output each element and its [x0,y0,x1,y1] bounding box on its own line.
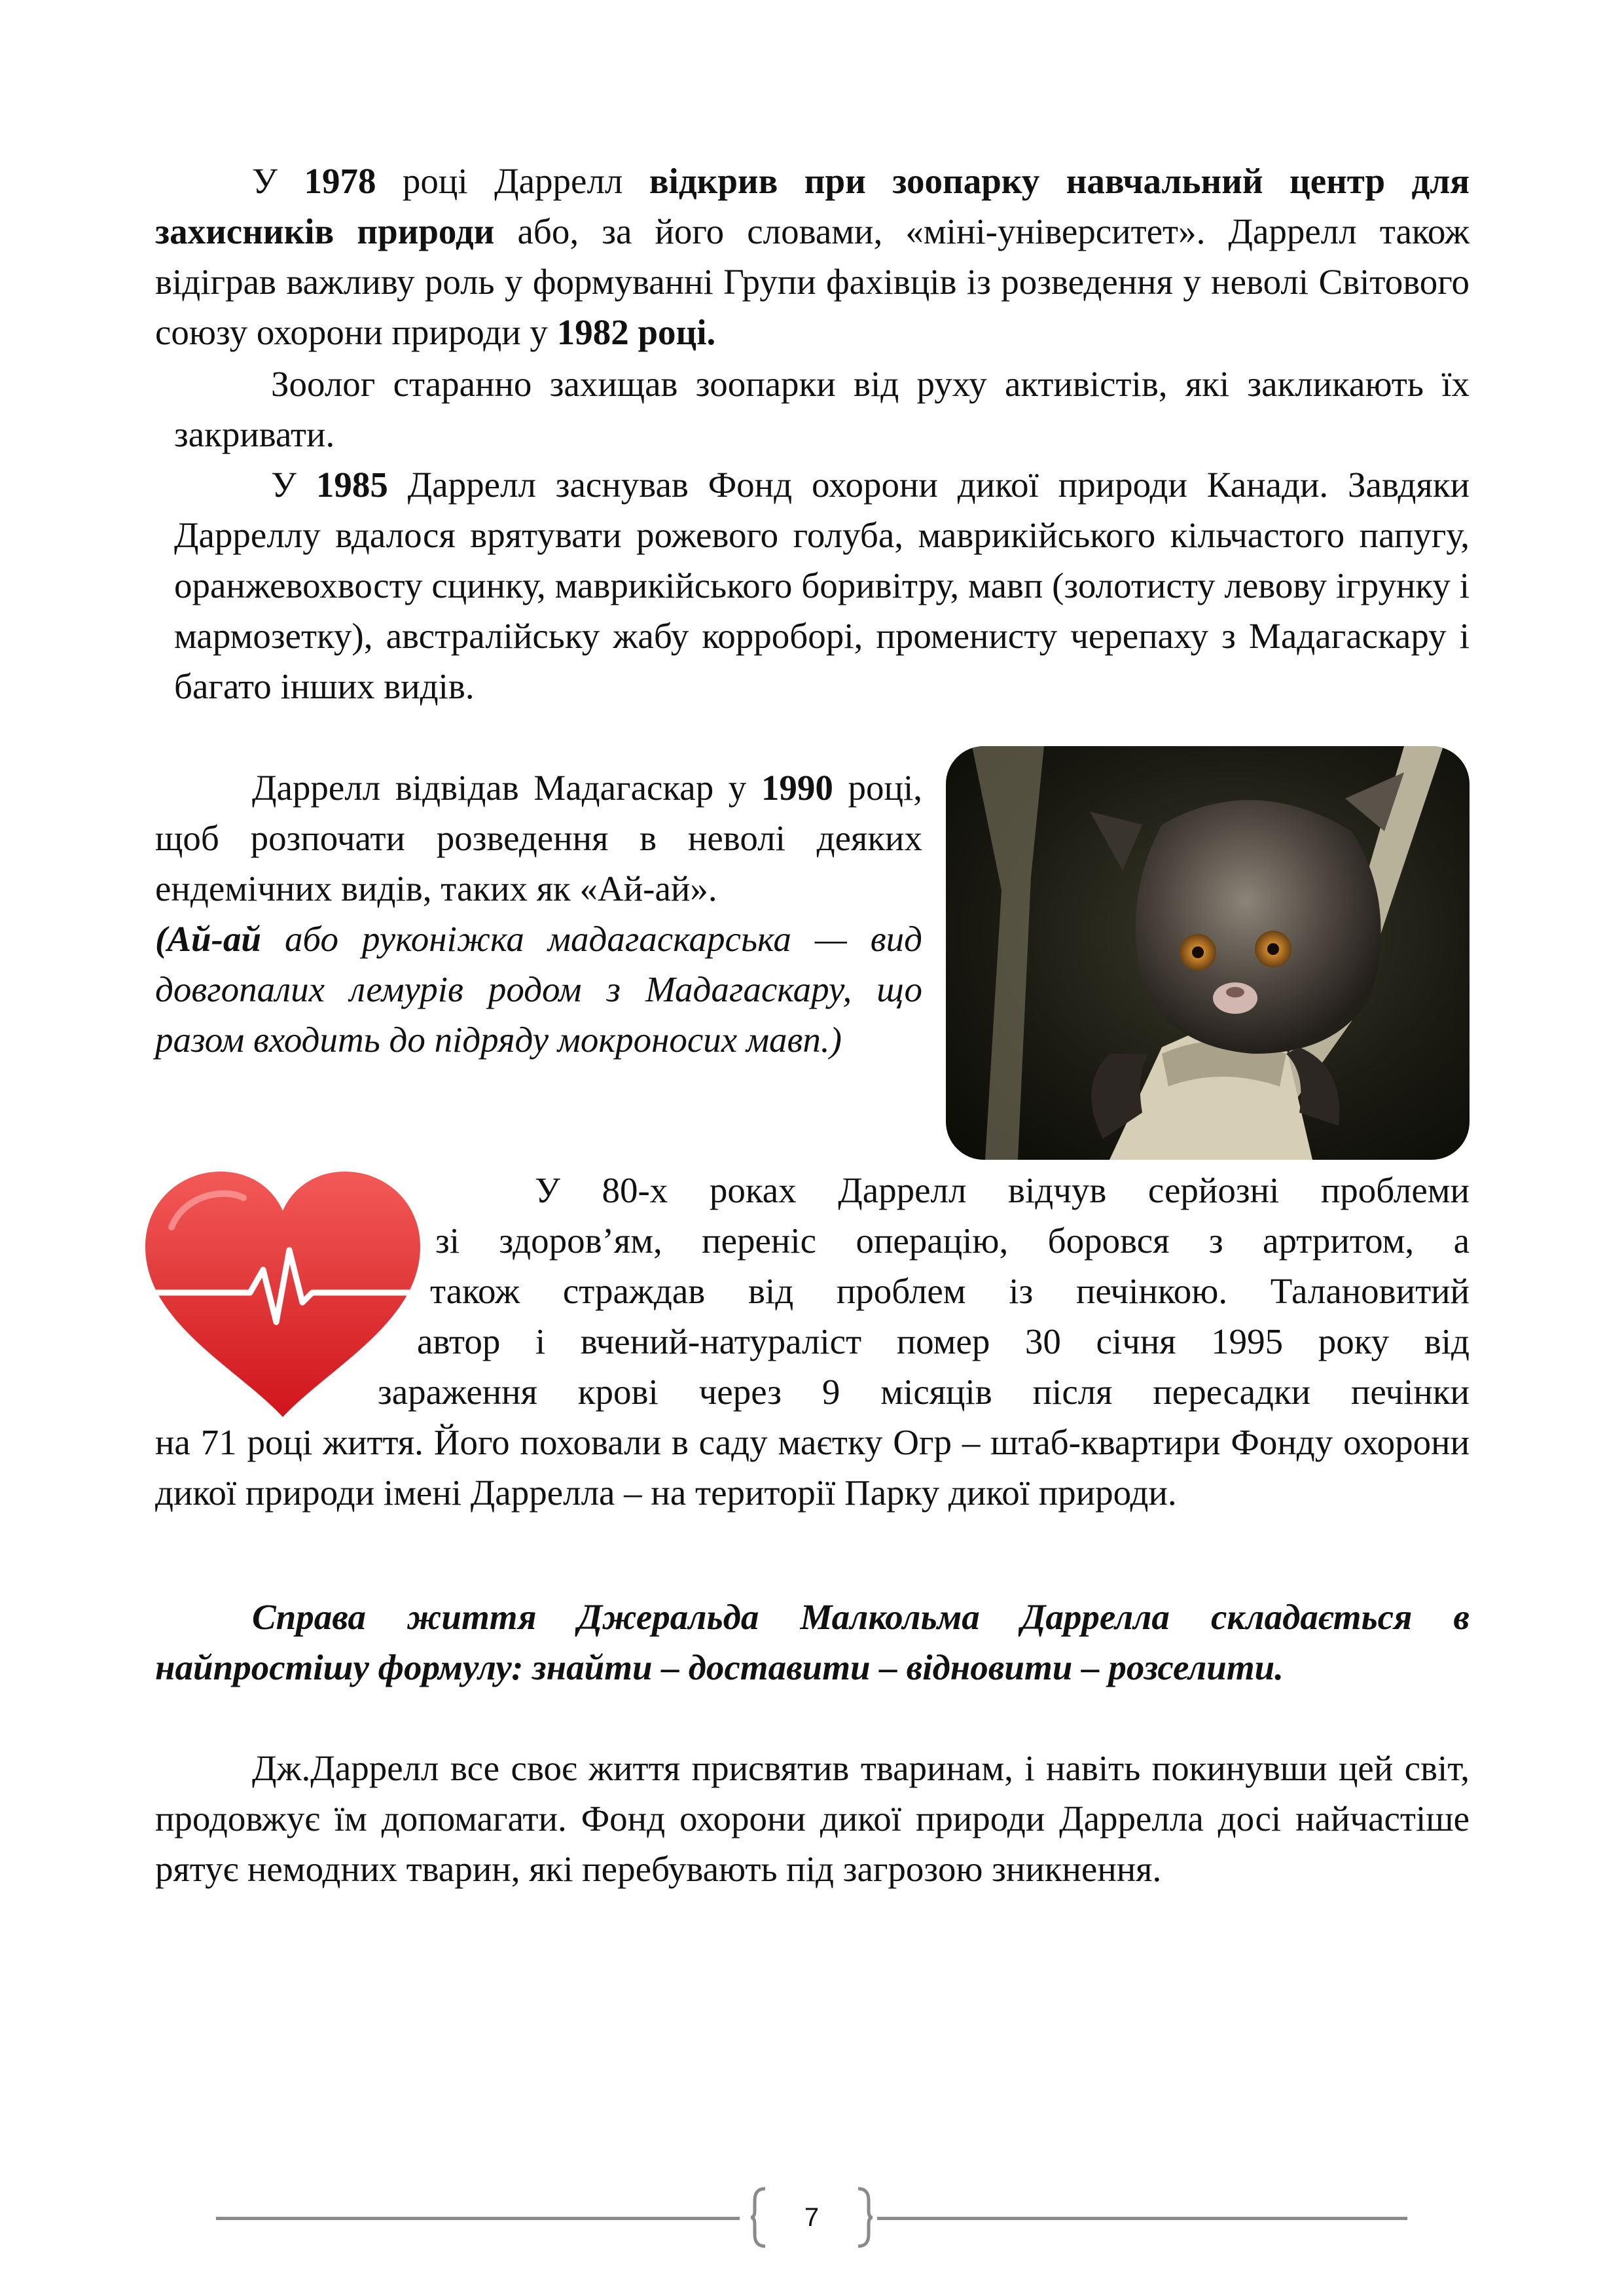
p3-year-1985: 1985 [316,465,388,505]
paragraph-6 [155,1592,1470,1693]
aye-aye-photo [946,746,1470,1160]
p4-year-1990: 1990 [761,768,833,808]
page-number: 7 [804,2203,820,2232]
note-text: або руконіжка мадагаскарська — вид довгопалих лемурів родом з Мадагаскару, що разом входить до підряду мокроносих мавп.) [155,919,922,1060]
paragraph-4 [155,762,922,1065]
aye-aye-illustration [946,746,1470,1160]
paragraph-7 [155,1743,1470,1894]
paragraph-1 [155,156,1470,357]
p2-text: Зоолог старанно захищав зоопарки від руху активістів, які закликають їх закривати. [174,364,1470,454]
p4-text-c: році, щоб розпочати розведення в неволі деяких ендемічних видів, таких як «Ай-ай». [155,768,922,908]
p1-year-1978: 1978 [304,161,376,201]
footer-right-brace [854,2186,874,2249]
p6-text: Справа життя Джеральда Малкольма Даррелла складається в найпростішу формулу: знайти – доставити – відновити – розселити. [155,1597,1470,1687]
paragraph-3 [174,459,1470,711]
footer-rule-right [877,2217,1407,2220]
p1-text-e: або, за його словами, «міні-університет». Даррелл також відіграв важливу роль у формуванні Групи фахівців із розведення у неволі Світового союзу охорони природи у [155,211,1470,352]
p1-text-c: році Даррелл [376,161,649,201]
paragraph-5 [155,1165,1470,1518]
p1-year-1982: 1982 році. [556,312,716,352]
page-footer [216,2186,1407,2249]
paragraph-2 [174,359,1470,459]
footer-rule-left [216,2217,740,2220]
p5-line-3: також страждав від проблем із печінкою. Талановитий [430,1271,1470,1311]
p5-line-5: зараження крові через 9 місяців після пересадки печінки [378,1372,1470,1412]
p3-text-c: Даррелл заснував Фонд охорони дикої природи Канади. Завдяки Дарреллу вдалося врятувати рожевого голуба, маврикійського кільчастого папугу, оранжевохвосту сцинку, маврикійського боривітру, мавп (золотисту левову ігрунку і мармозетку), австралійську жабу корроборі, променисту черепаху з Мадагаскару і багато інших видів. [174,465,1470,706]
p1-text-a: У [252,161,304,201]
p7-text: Дж.Даррелл все своє життя присвятив тваринам, і навіть покинувши цей світ, продовжує їм допомагати. Фонд охорони дикої природи Даррелла досі найчастіше рятує немодних тварин, які перебувають під загрозою зникнення. [155,1748,1470,1889]
p5-line-4: автор і вчений-натураліст помер 30 січня 1995 року від [417,1321,1470,1361]
p5-rest: на 71 році життя. Його поховали в саду маєтку Огр – штаб-квартири Фонду охорони дикої природи імені Даррелла – на території Парку дикої природи. [155,1422,1470,1513]
p4-text-a: Даррелл відвідав Мадагаскар у [252,768,761,808]
p5-line-2: зі здоров’ям, переніс операцію, боровся з артритом, а [435,1221,1470,1261]
p5-line-1: У 80-х роках Даррелл відчув серйозні проблеми [535,1170,1470,1210]
p1-bold-phrase: відкрив при зоопарку навчальний центр для захисників природи [155,161,1470,251]
p3-text-a: У [271,465,316,505]
note-aye-aye-term: (Ай-ай [155,919,261,959]
